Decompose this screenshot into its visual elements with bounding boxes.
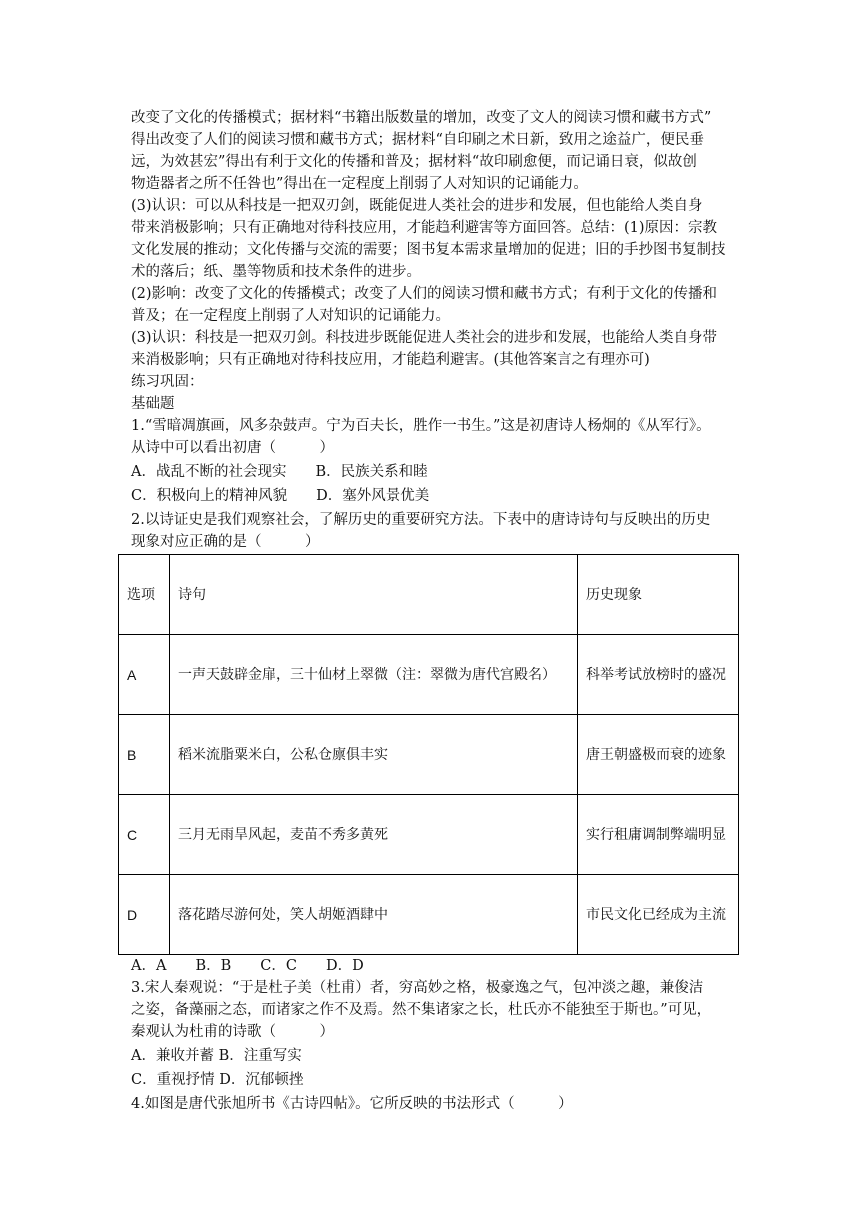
question-2: 2.以诗证史是我们观察社会，了解历史的重要研究方法。下表中的唐诗诗句与反映出的历史 [131,512,711,528]
text-line: 远，为效甚宏”得出有利于文化的传播和普及；据材料“故印刷愈便，而记诵日衰，似故创 [131,154,697,170]
question-2-options: A．A B．B C．C D．D [131,958,364,974]
question-1-options: A．战乱不断的社会现实 B．民族关系和睦 [131,464,428,480]
row-poem: 三月无雨旱风起，麦苗不秀多黄死 [170,795,578,875]
table-row [119,715,739,795]
text-line: (3)认识：可以从科技是一把双刃剑，既能促进人类社会的进步和发展，但也能给人类自身 [131,198,703,214]
row-phenomenon: 市民文化已经成为主流 [578,875,739,955]
row-poem: 稻米流脂粟米白，公私仓廪俱丰实 [170,715,578,795]
text-line: 得出改变了人们的阅读习惯和藏书方式；据材料“自印刷之术日新，致用之途益广，便民垂 [131,132,704,148]
table-row [119,875,739,955]
row-option: C [119,795,170,875]
question-4: 4.如图是唐代张旭所书《古诗四帖》。它所反映的书法形式（ ） [131,1096,573,1112]
question-3: 3.宋人秦观说：“于是杜子美（杜甫）者，穷高妙之格，极豪逸之气，包冲淡之趣，兼俊洁 [131,980,704,996]
row-poem: 落花踏尽游何处，笑人胡姬酒肆中 [170,875,578,955]
question-1-options: C．积极向上的精神风貌 D．塞外风景优美 [131,488,430,504]
row-phenomenon: 科举考试放榜时的盛况 [578,635,739,715]
text-line: 物造器者之所不任咎也”得出在一定程度上削弱了人对知识的记诵能力。 [131,176,588,192]
question-3-cont: 秦观认为杜甫的诗歌（ ） [131,1024,334,1040]
text-line: 术的落后；纸、墨等物质和技术条件的进步。 [131,264,421,280]
text-line: 带来消极影响；只有正确地对待科技应用，才能趋利避害等方面回答。总结：(1)原因：宗教 [131,220,718,236]
question-2-cont: 现象对应正确的是（ ） [131,534,320,550]
row-poem: 一声天鼓辟金扉，三十仙材上翠微（注：翠微为唐代宫殿名） [170,635,578,715]
text-line: (3)认识：科技是一把双刃剑。科技进步既能促进人类社会的进步和发展，也能给人类自身带 [131,330,718,346]
row-option: D [119,875,170,955]
section-label: 基础题 [131,396,175,412]
header-poem: 诗句 [170,555,578,635]
question-1: 1.“雪暗凋旗画，风多杂鼓声。宁为百夫长，胜作一书生。”这是初唐诗人杨炯的《从军行》。 [131,418,711,434]
section-label: 练习巩固： [131,374,204,390]
row-phenomenon: 唐王朝盛极而衰的迹象 [578,715,739,795]
table-header-row [119,555,739,635]
text-line: 文化发展的推动；文化传播与交流的需要；图书复本需求量增加的促进；旧的手抄图书复制技 [131,242,726,258]
question-1-cont: 从诗中可以看出初唐（ ） [131,440,334,456]
text-line: 来消极影响；只有正确地对待科技应用，才能趋利避害。(其他答案言之有理亦可) [131,352,650,368]
question-3-cont: 之姿，备藻丽之态，而诸家之作不及焉。然不集诸家之长，杜氏亦不能独至于斯也。”可见， [131,1002,712,1018]
table-row [119,795,739,875]
row-option: B [119,715,170,795]
text-line: 改变了文化的传播模式；据材料“书籍出版数量的增加，改变了文人的阅读习惯和藏书方式” [131,110,712,126]
question-3-options: C．重视抒情 D．沉郁顿挫 [131,1072,304,1088]
text-line: 普及；在一定程度上削弱了人对知识的记诵能力。 [131,308,450,324]
header-option: 选项 [119,555,170,635]
text-line: (2)影响：改变了文化的传播模式；改变了人们的阅读习惯和藏书方式；有利于文化的传播和 [131,286,718,302]
question-3-options: A．兼收并蓄 B．注重写实 [131,1048,302,1064]
table-row [119,635,739,715]
row-phenomenon: 实行租庸调制弊端明显 [578,795,739,875]
row-option: A [119,635,170,715]
header-phenomenon: 历史现象 [578,555,739,635]
poem-history-table [118,554,739,955]
